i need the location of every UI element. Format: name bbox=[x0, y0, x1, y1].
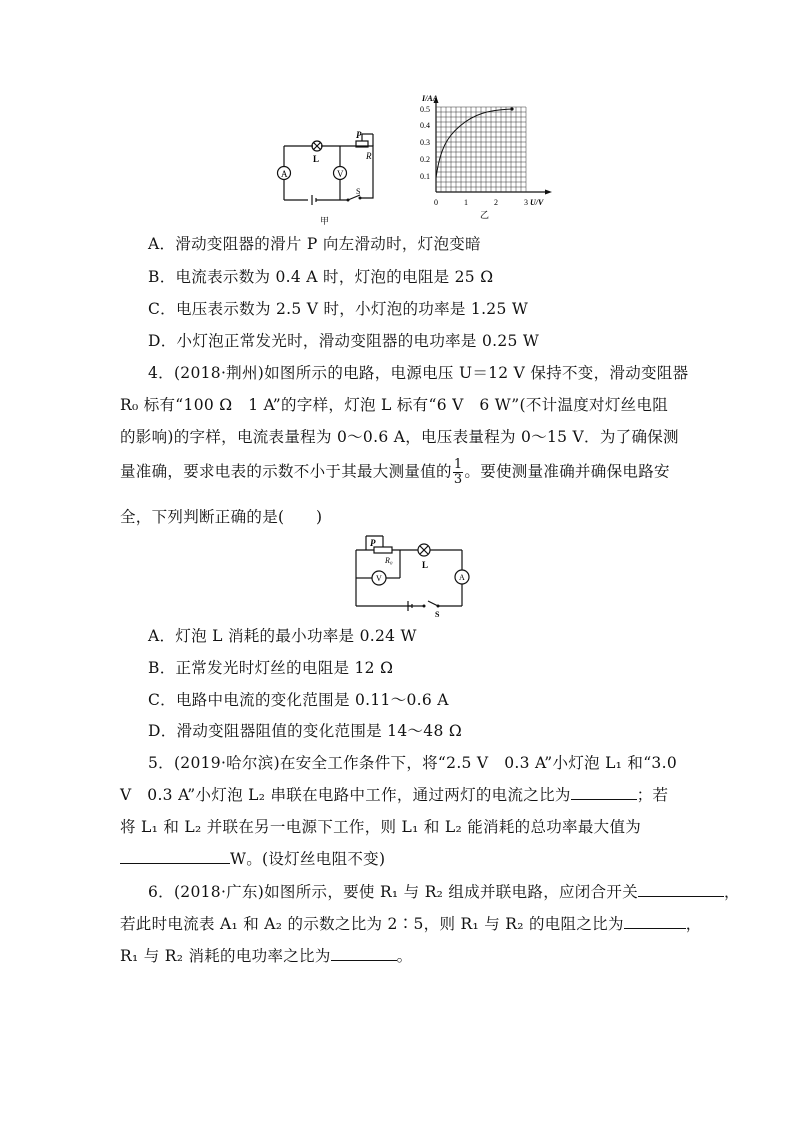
switch-label: S bbox=[356, 187, 361, 196]
ammeter-label: A bbox=[459, 573, 465, 582]
q6-line-1 bbox=[148, 880, 740, 902]
q4-line-3: 的影响)的字样，电流表量程为 0～0.6 A，电压表量程为 0～15 V．为了确保测 bbox=[120, 428, 679, 446]
q6-line-3-text: R₁ 与 R₂ 消耗的电功率之比为 bbox=[120, 947, 331, 965]
answer-blank[interactable] bbox=[120, 849, 230, 864]
answer-blank[interactable] bbox=[638, 882, 724, 897]
q5-line-2-tail: ；若 bbox=[636, 786, 669, 804]
q5-line-3: 将 L₁ 和 L₂ 并联在另一电源下工作，则 L₁ 和 L₂ 能消耗的总功率最大值为 bbox=[120, 818, 642, 836]
rheostat-label: R bbox=[366, 151, 372, 161]
iu-curve bbox=[436, 109, 512, 178]
answer-blank[interactable] bbox=[624, 914, 686, 929]
figure-caption-jia: 甲 bbox=[320, 216, 330, 226]
lamp-label: L bbox=[422, 560, 429, 570]
ytick-label: 0.4 bbox=[420, 121, 430, 130]
q4-line-2: R₀ 标有“100 Ω 1 A”的字样，灯泡 L 标有“6 V 6 W”(不计温度对灯丝电阻 bbox=[120, 396, 669, 414]
q4-line-1: 4．(2018·荆州)如图所示的电路，电源电压 U＝12 V 保持不变，滑动变阻器 bbox=[148, 364, 689, 382]
graph-xlabel: U/V bbox=[530, 198, 544, 207]
xtick-label: 0 bbox=[434, 198, 438, 207]
xtick-label: 1 bbox=[464, 198, 468, 207]
q5-line-2 bbox=[120, 783, 668, 805]
rheostat-label: R₀ bbox=[385, 556, 393, 565]
q6-line-1-text: 6．(2018·广东)如图所示，要使 R₁ 与 R₂ 组成并联电路，应闭合开关 bbox=[148, 883, 639, 901]
q5-line-2-text: V 0.3 A”小灯泡 L₂ 串联在电路中工作，通过两灯的电流之比为 bbox=[120, 786, 571, 804]
slider-label: P bbox=[356, 130, 362, 140]
q4-option-d: D．滑动变阻器阻值的变化范围是 14～48 Ω bbox=[148, 722, 462, 740]
answer-blank[interactable] bbox=[331, 946, 397, 961]
q6-line-3-tail: 。 bbox=[396, 947, 413, 965]
figure-graph-yi bbox=[410, 92, 558, 220]
ytick-label: 0.2 bbox=[420, 155, 430, 164]
q4-line-5: 全，下列判断正确的是( ) bbox=[120, 508, 323, 526]
ytick-label: 0.3 bbox=[420, 138, 430, 147]
q6-line-3 bbox=[120, 944, 412, 966]
q3-option-c: C．电压表示数为 2.5 V 时，小灯泡的功率是 1.25 W bbox=[148, 300, 529, 318]
q6-line-2 bbox=[120, 912, 702, 934]
ammeter-label: A bbox=[281, 169, 288, 179]
figure-circuit-q4 bbox=[350, 530, 475, 618]
fraction-denominator: 3 bbox=[453, 472, 463, 487]
ytick-label: 0.1 bbox=[420, 172, 430, 181]
q6-line-2-text: 若此时电流表 A₁ 和 A₂ 的示数之比为 2∶5，则 R₁ 与 R₂ 的电阻之比为 bbox=[120, 915, 624, 933]
q4-option-a: A．灯泡 L 消耗的最小功率是 0.24 W bbox=[148, 627, 417, 645]
voltmeter-label: V bbox=[376, 574, 382, 583]
xtick-label: 3 bbox=[524, 198, 528, 207]
ytick-label: 0.5 bbox=[420, 105, 430, 114]
q4-line-4-tail: 。要使测量准确并确保电路安 bbox=[464, 462, 670, 481]
q4-line-4 bbox=[120, 458, 670, 487]
voltmeter-label: V bbox=[337, 169, 344, 179]
slider-label: P bbox=[370, 538, 376, 548]
q6-line-2-tail: ， bbox=[685, 915, 702, 933]
figure-circuit-jia bbox=[268, 128, 388, 228]
q3-option-b: B．电流表示数为 0.4 A 时，灯泡的电阻是 25 Ω bbox=[148, 268, 494, 286]
q4-option-c: C．电路中电流的变化范围是 0.11～0.6 A bbox=[148, 691, 449, 709]
q4-line-4-text: 量准确，要求电表的示数不小于其最大测量值的 bbox=[120, 462, 452, 481]
answer-blank[interactable] bbox=[571, 785, 637, 800]
xtick-label: 2 bbox=[494, 198, 498, 207]
graph-ylabel: I/AA bbox=[422, 94, 439, 103]
switch-label: S bbox=[435, 610, 440, 618]
q3-option-d: D．小灯泡正常发光时，滑动变阻器的电功率是 0.25 W bbox=[148, 332, 540, 350]
fraction-one-third bbox=[453, 458, 464, 487]
q6-line-1-tail: ， bbox=[724, 883, 740, 901]
q4-option-b: B．正常发光时灯丝的电阻是 12 Ω bbox=[148, 659, 394, 677]
fraction-numerator: 1 bbox=[453, 457, 463, 472]
q5-line-1: 5．(2019·哈尔滨)在安全工作条件下，将“2.5 V 0.3 A”小灯泡 L₁ 和“3.0 bbox=[148, 754, 677, 772]
q5-line-4 bbox=[120, 847, 385, 869]
figure-caption-yi: 乙 bbox=[480, 210, 490, 220]
lamp-label: L bbox=[313, 154, 320, 164]
q5-line-4-tail: W。(设灯丝电阻不变) bbox=[230, 850, 386, 868]
q3-option-a: A．滑动变阻器的滑片 P 向左滑动时，灯泡变暗 bbox=[148, 235, 481, 253]
